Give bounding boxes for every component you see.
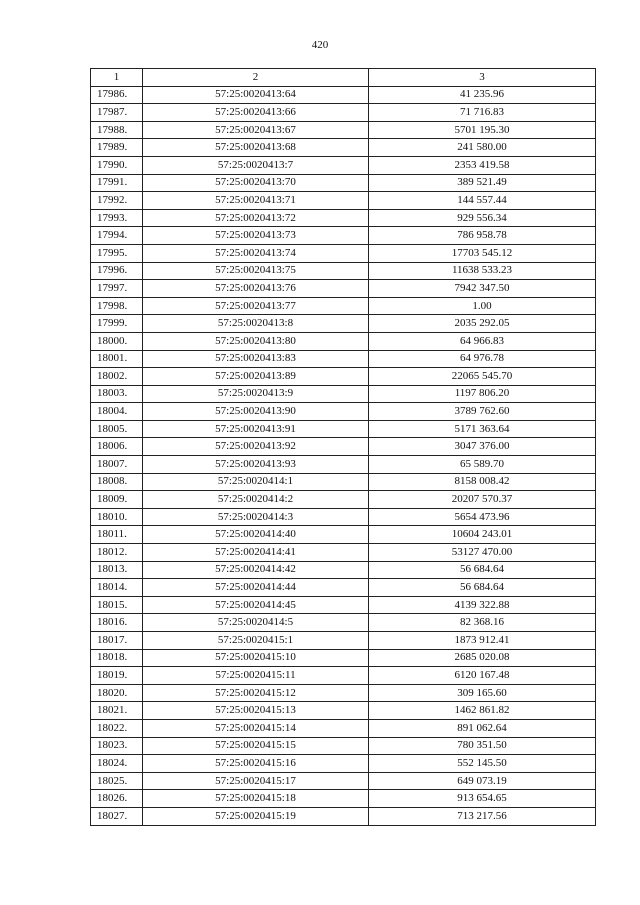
cadastral-number-cell: 57:25:0020413:66 [143,104,369,122]
table-row [91,420,596,438]
row-number-cell: 17991. [91,174,143,192]
row-number-cell: 18000. [91,332,143,350]
value-cell: 8158 008.42 [369,473,596,491]
value-cell: 1873 912.41 [369,632,596,650]
table-row [91,737,596,755]
table-row [91,491,596,509]
table-row [91,579,596,597]
row-number-cell: 18012. [91,544,143,562]
cadastral-number-cell: 57:25:0020415:18 [143,790,369,808]
column-header-3: 3 [369,69,596,87]
value-cell: 64 976.78 [369,350,596,368]
row-number-cell: 17993. [91,209,143,227]
row-number-cell: 18001. [91,350,143,368]
cadastral-number-cell: 57:25:0020414:45 [143,596,369,614]
row-number-cell: 17998. [91,297,143,315]
value-cell: 41 235.96 [369,86,596,104]
table-body [91,86,596,825]
table-row [91,280,596,298]
cadastral-number-cell: 57:25:0020415:15 [143,737,369,755]
table-row [91,139,596,157]
table-row [91,596,596,614]
value-cell: 17703 545.12 [369,244,596,262]
table-row [91,209,596,227]
cadastral-number-cell: 57:25:0020414:1 [143,473,369,491]
value-cell: 891 062.64 [369,719,596,737]
value-cell: 2035 292.05 [369,315,596,333]
row-number-cell: 18004. [91,403,143,421]
value-cell: 20207 570.37 [369,491,596,509]
value-cell: 22065 545.70 [369,368,596,386]
table-row [91,192,596,210]
table-row [91,473,596,491]
cadastral-number-cell: 57:25:0020413:93 [143,456,369,474]
table-row [91,332,596,350]
row-number-cell: 17989. [91,139,143,157]
value-cell: 5171 363.64 [369,420,596,438]
value-cell: 65 589.70 [369,456,596,474]
cadastral-number-cell: 57:25:0020413:9 [143,385,369,403]
table-row [91,456,596,474]
cadastral-number-cell: 57:25:0020413:83 [143,350,369,368]
row-number-cell: 18021. [91,702,143,720]
row-number-cell: 17997. [91,280,143,298]
table-row [91,614,596,632]
value-cell: 5701 195.30 [369,121,596,139]
value-cell: 713 217.56 [369,807,596,825]
value-cell: 1.00 [369,297,596,315]
cadastral-number-cell: 57:25:0020413:67 [143,121,369,139]
row-number-cell: 18013. [91,561,143,579]
table-row [91,632,596,650]
row-number-cell: 18025. [91,772,143,790]
row-number-cell: 18005. [91,420,143,438]
cadastral-number-cell: 57:25:0020414:5 [143,614,369,632]
row-number-cell: 18018. [91,649,143,667]
value-cell: 3789 762.60 [369,403,596,421]
row-number-cell: 18015. [91,596,143,614]
row-number-cell: 18014. [91,579,143,597]
column-header-2: 2 [143,69,369,87]
table-row [91,86,596,104]
value-cell: 56 684.64 [369,561,596,579]
table-row [91,262,596,280]
row-number-cell: 17994. [91,227,143,245]
cadastral-number-cell: 57:25:0020413:76 [143,280,369,298]
cadastral-number-cell: 57:25:0020413:80 [143,332,369,350]
cadastral-number-cell: 57:25:0020413:8 [143,315,369,333]
cadastral-number-cell: 57:25:0020415:16 [143,755,369,773]
value-cell: 1462 861.82 [369,702,596,720]
cadastral-number-cell: 57:25:0020413:91 [143,420,369,438]
row-number-cell: 18023. [91,737,143,755]
row-number-cell: 18009. [91,491,143,509]
cadastral-number-cell: 57:25:0020414:2 [143,491,369,509]
row-number-cell: 17990. [91,156,143,174]
cadastral-number-cell: 57:25:0020415:12 [143,684,369,702]
header-row [91,69,596,87]
table-row [91,526,596,544]
cadastral-number-cell: 57:25:0020413:73 [143,227,369,245]
value-cell: 5654 473.96 [369,508,596,526]
value-cell: 6120 167.48 [369,667,596,685]
table-row [91,244,596,262]
value-cell: 1197 806.20 [369,385,596,403]
cadastral-number-cell: 57:25:0020413:75 [143,262,369,280]
value-cell: 7942 347.50 [369,280,596,298]
cadastral-number-cell: 57:25:0020414:42 [143,561,369,579]
table-row [91,772,596,790]
table-row [91,544,596,562]
table-row [91,755,596,773]
cadastral-number-cell: 57:25:0020415:13 [143,702,369,720]
table-row [91,719,596,737]
table-row [91,508,596,526]
value-cell: 10604 243.01 [369,526,596,544]
value-cell: 929 556.34 [369,209,596,227]
cadastral-number-cell: 57:25:0020414:41 [143,544,369,562]
row-number-cell: 18006. [91,438,143,456]
row-number-cell: 18022. [91,719,143,737]
value-cell: 913 654.65 [369,790,596,808]
row-number-cell: 17999. [91,315,143,333]
value-cell: 241 580.00 [369,139,596,157]
row-number-cell: 18007. [91,456,143,474]
column-header-1: 1 [91,69,143,87]
cadastral-number-cell: 57:25:0020414:3 [143,508,369,526]
cadastral-number-cell: 57:25:0020413:74 [143,244,369,262]
cadastral-number-cell: 57:25:0020413:7 [143,156,369,174]
cadastral-number-cell: 57:25:0020414:40 [143,526,369,544]
row-number-cell: 17996. [91,262,143,280]
value-cell: 2685 020.08 [369,649,596,667]
row-number-cell: 18008. [91,473,143,491]
table-row [91,227,596,245]
table-row [91,174,596,192]
row-number-cell: 18002. [91,368,143,386]
table-row [91,438,596,456]
cadastral-number-cell: 57:25:0020413:72 [143,209,369,227]
value-cell: 71 716.83 [369,104,596,122]
row-number-cell: 17995. [91,244,143,262]
table-row [91,297,596,315]
cadastral-number-cell: 57:25:0020413:89 [143,368,369,386]
value-cell: 82 368.16 [369,614,596,632]
row-number-cell: 18011. [91,526,143,544]
value-cell: 53127 470.00 [369,544,596,562]
cadastral-number-cell: 57:25:0020415:14 [143,719,369,737]
cadastral-number-cell: 57:25:0020414:44 [143,579,369,597]
table-row [91,790,596,808]
value-cell: 56 684.64 [369,579,596,597]
cadastral-number-cell: 57:25:0020413:68 [143,139,369,157]
row-number-cell: 18020. [91,684,143,702]
row-number-cell: 17988. [91,121,143,139]
table-row [91,350,596,368]
row-number-cell: 18024. [91,755,143,773]
table-row [91,156,596,174]
cadastral-number-cell: 57:25:0020415:17 [143,772,369,790]
row-number-cell: 18003. [91,385,143,403]
table-row [91,315,596,333]
row-number-cell: 17987. [91,104,143,122]
table-row [91,385,596,403]
table-row [91,702,596,720]
table-row [91,121,596,139]
table-row [91,649,596,667]
value-cell: 780 351.50 [369,737,596,755]
row-number-cell: 18017. [91,632,143,650]
cadastral-number-cell: 57:25:0020415:11 [143,667,369,685]
page-number: 420 [311,39,329,51]
value-cell: 144 557.44 [369,192,596,210]
table-row [91,561,596,579]
cadastral-number-cell: 57:25:0020415:19 [143,807,369,825]
value-cell: 389 521.49 [369,174,596,192]
value-cell: 64 966.83 [369,332,596,350]
row-number-cell: 17992. [91,192,143,210]
cadastral-number-cell: 57:25:0020413:71 [143,192,369,210]
row-number-cell: 18027. [91,807,143,825]
row-number-cell: 18019. [91,667,143,685]
table-row [91,104,596,122]
table-row [91,807,596,825]
cadastral-number-cell: 57:25:0020413:92 [143,438,369,456]
value-cell: 649 073.19 [369,772,596,790]
table-row [91,368,596,386]
value-cell: 309 165.60 [369,684,596,702]
row-number-cell: 17986. [91,86,143,104]
table-row [91,684,596,702]
cadastral-number-cell: 57:25:0020415:1 [143,632,369,650]
row-number-cell: 18026. [91,790,143,808]
table-row [91,667,596,685]
value-cell: 2353 419.58 [369,156,596,174]
row-number-cell: 18016. [91,614,143,632]
table-row [91,403,596,421]
value-cell: 786 958.78 [369,227,596,245]
cadastral-number-cell: 57:25:0020413:77 [143,297,369,315]
cadastral-number-cell: 57:25:0020413:64 [143,86,369,104]
cadastral-number-cell: 57:25:0020413:70 [143,174,369,192]
cadastral-number-cell: 57:25:0020415:10 [143,649,369,667]
value-cell: 11638 533.23 [369,262,596,280]
value-cell: 4139 322.88 [369,596,596,614]
data-table [90,68,596,826]
row-number-cell: 18010. [91,508,143,526]
value-cell: 552 145.50 [369,755,596,773]
value-cell: 3047 376.00 [369,438,596,456]
cadastral-number-cell: 57:25:0020413:90 [143,403,369,421]
